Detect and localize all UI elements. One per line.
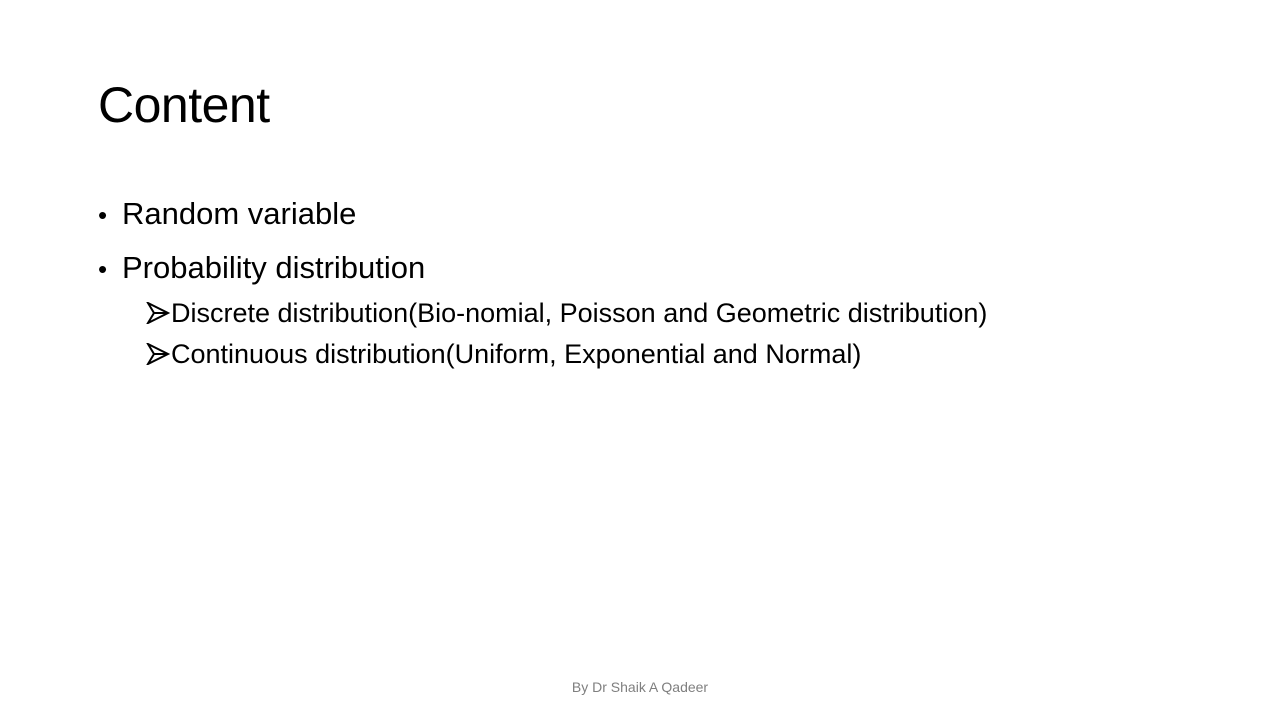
bullet-text: Probability distribution [122,250,426,285]
bullet-item [98,248,425,289]
bullet-dot-icon: • [98,254,108,284]
slide-footer: By Dr Shaik A Qadeer [571,679,709,695]
arrow-bullet-icon [146,338,171,360]
bullet-item [98,194,356,235]
bullet-dot-icon: • [98,200,108,230]
sub-bullet-item [146,336,861,372]
sub-bullet-text: Continuous distribution(Uniform, Exponential and Normal) [171,339,862,369]
sub-bullet-item [146,295,987,331]
bullet-text: Random variable [122,196,357,231]
arrow-bullet-icon [146,297,171,319]
sub-bullet-text: Discrete distribution(Bio-nomial, Poisson and Geometric distribution) [171,298,988,328]
slide-title: Content [98,77,270,133]
